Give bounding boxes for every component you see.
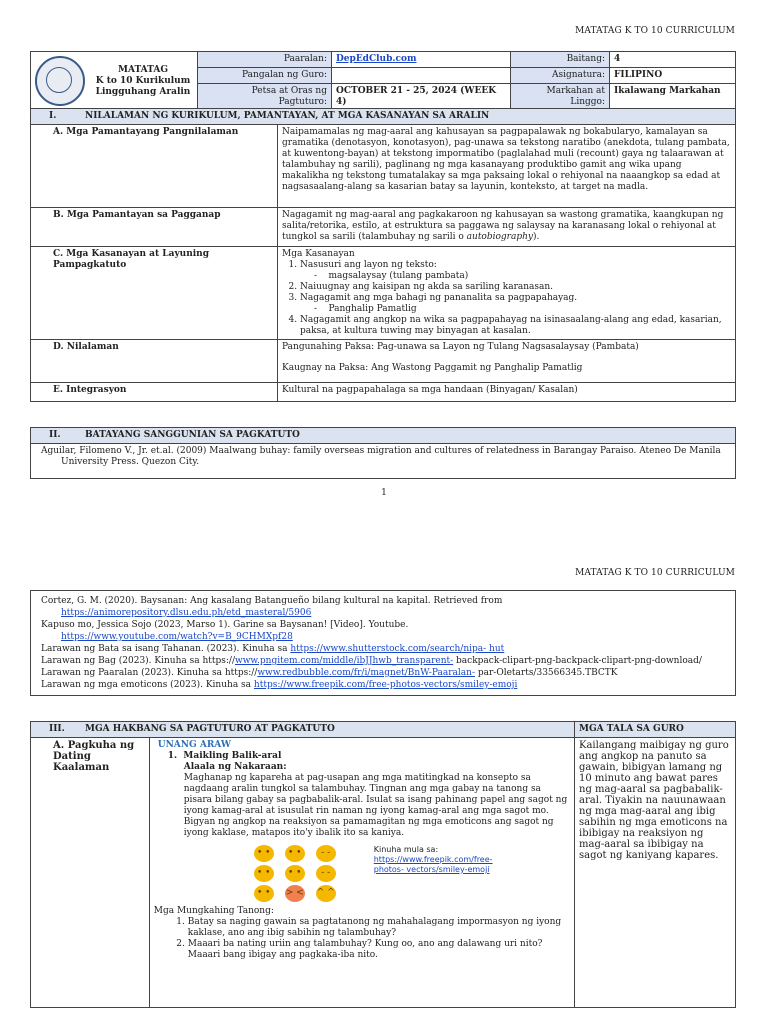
c-head: Mga Kasanayan — [282, 249, 355, 259]
row-c-cell: Mga Kasanayan 1. Nasusuri ang layon ng teksto: - magsalaysay (tulang pambata) 2. Naiuugnay ang kaisipan ng akda sa sariling karanasan. 3. Nagagamit ang mga bahagi ng pananalita sa pagpapahayag. - Panghalip Pamatlig 4. Nagagamit ang angkop na wika sa pagpapahayag na isinasaalang-alang ang edad, kasarian, paksa, at kultura tuwing may binyagan at kasalan. — [278, 247, 736, 340]
ref-bata: Larawan ng Bata sa isang Tahanan. (2023). Kinuha sa — [41, 644, 288, 654]
reference-1: Aguilar, Filomeno V., Jr. et.al. (2009) Maalwang buhay: family overseas migration and cultures of relatedness in Barangay Paraiso. Ateneo De Manila University Press. Quezon City. — [31, 444, 736, 479]
ref-emoticons-link[interactable]: https://www.freepik.com/free-photos-vectors/smiley-emoji — [253, 680, 518, 690]
section-1-header — [31, 109, 736, 125]
tired-emoticon-icon: • • — [254, 865, 274, 882]
section-3-title: MGA HAKBANG SA PAGTUTURO AT PAGKATUTO — [85, 724, 335, 734]
row-e-text: Kultural na pagpapahalaga sa mga handaan (Binyagan/ Kasalan) — [278, 383, 736, 402]
step-1-title: Maikling Balik-aral — [183, 751, 282, 761]
deped-seal-cell — [31, 52, 90, 111]
paaralan-value[interactable]: DepEdClub.com — [336, 54, 417, 64]
title-line-3: Lingguhang Aralin — [95, 86, 191, 97]
emoticon-block — [154, 839, 570, 906]
ref-cortez: Cortez, G. M. (2020). Baysanan: Ang kasalang Batangueño bilang kultural na kapital. Retrieved from — [41, 596, 503, 606]
step-1: 1. Maikling Balik-aral — [167, 751, 282, 761]
day-label: UNANG ARAW — [157, 740, 231, 750]
angry-emoticon-icon: > < — [285, 885, 305, 902]
smile-emoticon-icon: • • — [254, 845, 274, 862]
guro-label: Pangalan ng Guro: — [198, 68, 332, 84]
asignatura-label: Asignatura: — [511, 68, 610, 84]
ref-paaralan-end: par-Oletarts/33566345.TBCTK — [477, 668, 618, 678]
row-a-text: Naipamamalas ng mag-aaral ang kahusayan sa pagpapalawak ng bokabularyo, kamalayan sa gramatika (denotasyon, konotasyon), pag-unawa sa tekstong naratibo (anekdota, tulang pambata, at kuwentong-bayan) at tekstong impormatibo (paglalahad muli (recount) gaya ng talaarawan at talambuhay ng sarili), paglinang ng mga kasanayang produktibo gamit ang wika upang makalikha ng tekstong tumatalakay sa mga paksaing lokal o rehiyonal na naaangkop sa edad at nagsasaalang-alang sa kasarian batay sa layunin, konteksto, at target na madla. — [278, 125, 736, 208]
row-d-cell — [278, 340, 736, 383]
notes-header: MGA TALA SA GURO — [575, 722, 736, 738]
step-1-sub: Alaala ng Nakaraan: — [183, 762, 287, 772]
section-1-number: I. — [49, 111, 57, 121]
step-1-body: Maghanap ng kapareha at pag-usapan ang mga matitingkad na konsepto sa nagdaang aralin tungkol sa talambuhay. Tingnan ang mga gabay na tanong sa pisara bilang gabay sa pagbabalik-aral. Isulat sa isang pahinang papel ang sagot ng iyong kamag-aral at isusulat rin naman ng iyong kamag-aral ang mga sagot mo. Bigyan ng angkop na reaksiyon sa pamamagitan ng mga emoticons ang sagot ng iyong kaklase, matapos ito'y ibalik ito sa kaniya. — [183, 773, 568, 838]
section-3-header — [31, 722, 575, 738]
page-2 — [0, 560, 768, 1024]
references-table — [30, 590, 736, 696]
ref-kapuso: Kapuso mo, Jessica Sojo (2023, Marso 1). Garine sa Baysanan! [Video]. Youtube. — [41, 620, 409, 630]
curriculum-label-2: MATATAG K TO 10 CURRICULUM — [575, 568, 735, 578]
ref-cortez-link[interactable]: https://animorepository.dlsu.edu.ph/etd_masteral/5906 — [61, 608, 312, 618]
baitang-label: Baitang: — [511, 52, 610, 68]
title-line-2: K to 10 Kurikulum — [95, 75, 191, 86]
title-line-1: MATATAG — [117, 64, 169, 75]
references-cell — [31, 591, 736, 696]
page-gap — [0, 510, 768, 560]
baitang-value: 4 — [610, 52, 736, 68]
lesson-title — [89, 52, 198, 111]
deped-seal-icon — [35, 56, 85, 106]
petsa-label: Petsa at Oras ng Pagtuturo: — [198, 84, 332, 111]
c-item-1: Nasusuri ang layon ng teksto: — [300, 260, 437, 270]
emoticons-grid — [254, 845, 344, 902]
markahan-label: Markahan at Linggo: — [511, 84, 610, 111]
petsa-value: OCTOBER 21 - 25, 2024 (WEEK 4) — [332, 84, 511, 111]
d-text-1: Pangunahing Paksa: Pag-unawa sa Layon ng Tulang Nagsasalaysay (Pambata) — [282, 342, 639, 352]
row-b-italic: autobiography — [466, 232, 533, 242]
source-label: Kinuha mula sa: — [373, 845, 439, 854]
section-2-header — [31, 428, 736, 444]
teacher-notes: Kailangang maibigay ng guro ang angkop na panuto sa gawain, bibigyan lamang ng 10 minuto ang bawat pares ng mag-aaral sa pagbabalik-aral. Tiyakin na nauunawaan ng mga mag-aaral ang ibig sabihin ng mga emoticons na ibibigay na reaksiyon ng mag-aaral sa ibibigay na sagot ng kaniyang kapares. — [575, 738, 736, 1008]
section-1-table — [30, 108, 736, 402]
ref-emoticons: Larawan ng mga emoticons (2023). Kinuha sa — [41, 680, 252, 690]
questions-head: Mga Mungkahing Tanong: — [153, 906, 274, 916]
question-1: 1. Batay sa naging gawain sa pagtatanong ng mahahalagang impormasyon ng iyong kaklase, ano ang ibig sabihin ng talambuhay? — [188, 917, 570, 939]
page-number: 1 — [381, 488, 387, 498]
header-table — [30, 51, 736, 111]
asignatura-value: FILIPINO — [610, 68, 736, 84]
row-d-label: D. Nilalaman — [31, 340, 278, 383]
question-2: 2. Maaari ba nating uriin ang talambuhay? Kung oo, ano ang dalawang uri nito? Maaari bang ibigay ang pagkaka-iba nito. — [188, 939, 570, 961]
source-link[interactable]: https://www.freepik.com/free-photos- vectors/smiley-emoji — [373, 855, 493, 874]
paaralan-label: Paaralan: — [198, 52, 332, 68]
ref-bag-link[interactable]: www.pngitem.com/middle/ibJJhwb_transparent- — [234, 656, 454, 666]
markahan-value: Ikalawang Markahan — [610, 84, 736, 111]
curriculum-label: MATATAG K TO 10 CURRICULUM — [575, 26, 735, 36]
c-item-3: Nagagamit ang mga bahagi ng pananalita sa pagpapahayag. — [300, 293, 578, 303]
section-2-number: II. — [49, 430, 61, 440]
ref-bag-end: backpack-clipart-png-backpack-clipart-png-download/ — [456, 656, 702, 666]
ref-paaralan-link[interactable]: www.redbubble.com/fr/i/magnet/BnW-Paaralan- — [257, 668, 475, 678]
row-b-end: ). — [532, 232, 540, 242]
ref-bata-link[interactable]: https://www.shutterstock.com/search/nipa- hut — [290, 644, 505, 654]
row-a3-content — [149, 738, 574, 1008]
ref-paaralan: Larawan ng Paaralan (2023). Kinuha sa https:// — [41, 668, 258, 678]
section-1-title: NILALAMAN NG KURIKULUM, PAMANTAYAN, AT MGA KASANAYAN SA ARALIN — [85, 111, 490, 121]
section-2-table — [30, 427, 736, 479]
page-1 — [0, 0, 768, 510]
upset-emoticon-icon: - - — [316, 865, 336, 882]
laugh-emoticon-icon: ^ ^ — [316, 885, 336, 902]
wink-emoticon-icon: • • — [285, 865, 305, 882]
neutral-emoticon-icon: - - — [316, 845, 336, 862]
c-sub-3: Panghalip Pamatlig — [328, 304, 417, 314]
row-c-label: C. Mga Kasanayan at Layuning Pampagkatuto — [31, 247, 278, 340]
row-a3-label: A. Pagkuha ng Dating Kaalaman — [31, 738, 150, 1008]
smile-emoticon-icon: • • — [285, 845, 305, 862]
ref-bag: Larawan ng Bag (2023). Kinuha sa https:// — [41, 656, 235, 666]
section-3-table — [30, 721, 736, 1008]
grin-emoticon-icon: • • — [254, 885, 274, 902]
section-2-title: BATAYANG SANGGUNIAN SA PAGKATUTO — [85, 430, 300, 440]
c-item-2: 2. Naiuugnay ang kaisipan ng akda sa sariling karanasan. — [300, 282, 731, 293]
d-text-2: Kaugnay na Paksa: Ang Wastong Paggamit ng Panghalip Pamatlig — [282, 363, 583, 373]
row-b-label: B. Mga Pamantayan sa Pagganap — [31, 208, 278, 247]
row-b-text: Nagagamit ng mag-aaral ang pagkakaroon ng kahusayan sa wastong gramatika, kaangkupan ng salita/retorika, estilo, at estruktura sa paggawa ng salaysay na karanasang lokal o rehiyonal at tungkol sa sarili (talambuhay ng sarili o — [282, 210, 724, 242]
guro-value — [332, 68, 511, 84]
ref-kapuso-link[interactable]: https://www.youtube.com/watch?v=B_9CHMXpf28 — [61, 632, 293, 642]
row-a-label: A. Mga Pamantayang Pangnilalaman — [31, 125, 278, 208]
emoticon-source — [374, 845, 504, 902]
c-sub-1: magsalaysay (tulang pambata) — [328, 271, 469, 281]
row-b-cell — [278, 208, 736, 247]
c-item-4: 4. Nagagamit ang angkop na wika sa pagpapahayag na isinasaalang-alang ang edad, kasarian, paksa, at kultura tuwing may binyagan at kasalan. — [300, 315, 731, 337]
section-3-number: III. — [49, 724, 65, 734]
row-e-label: E. Integrasyon — [31, 383, 278, 402]
